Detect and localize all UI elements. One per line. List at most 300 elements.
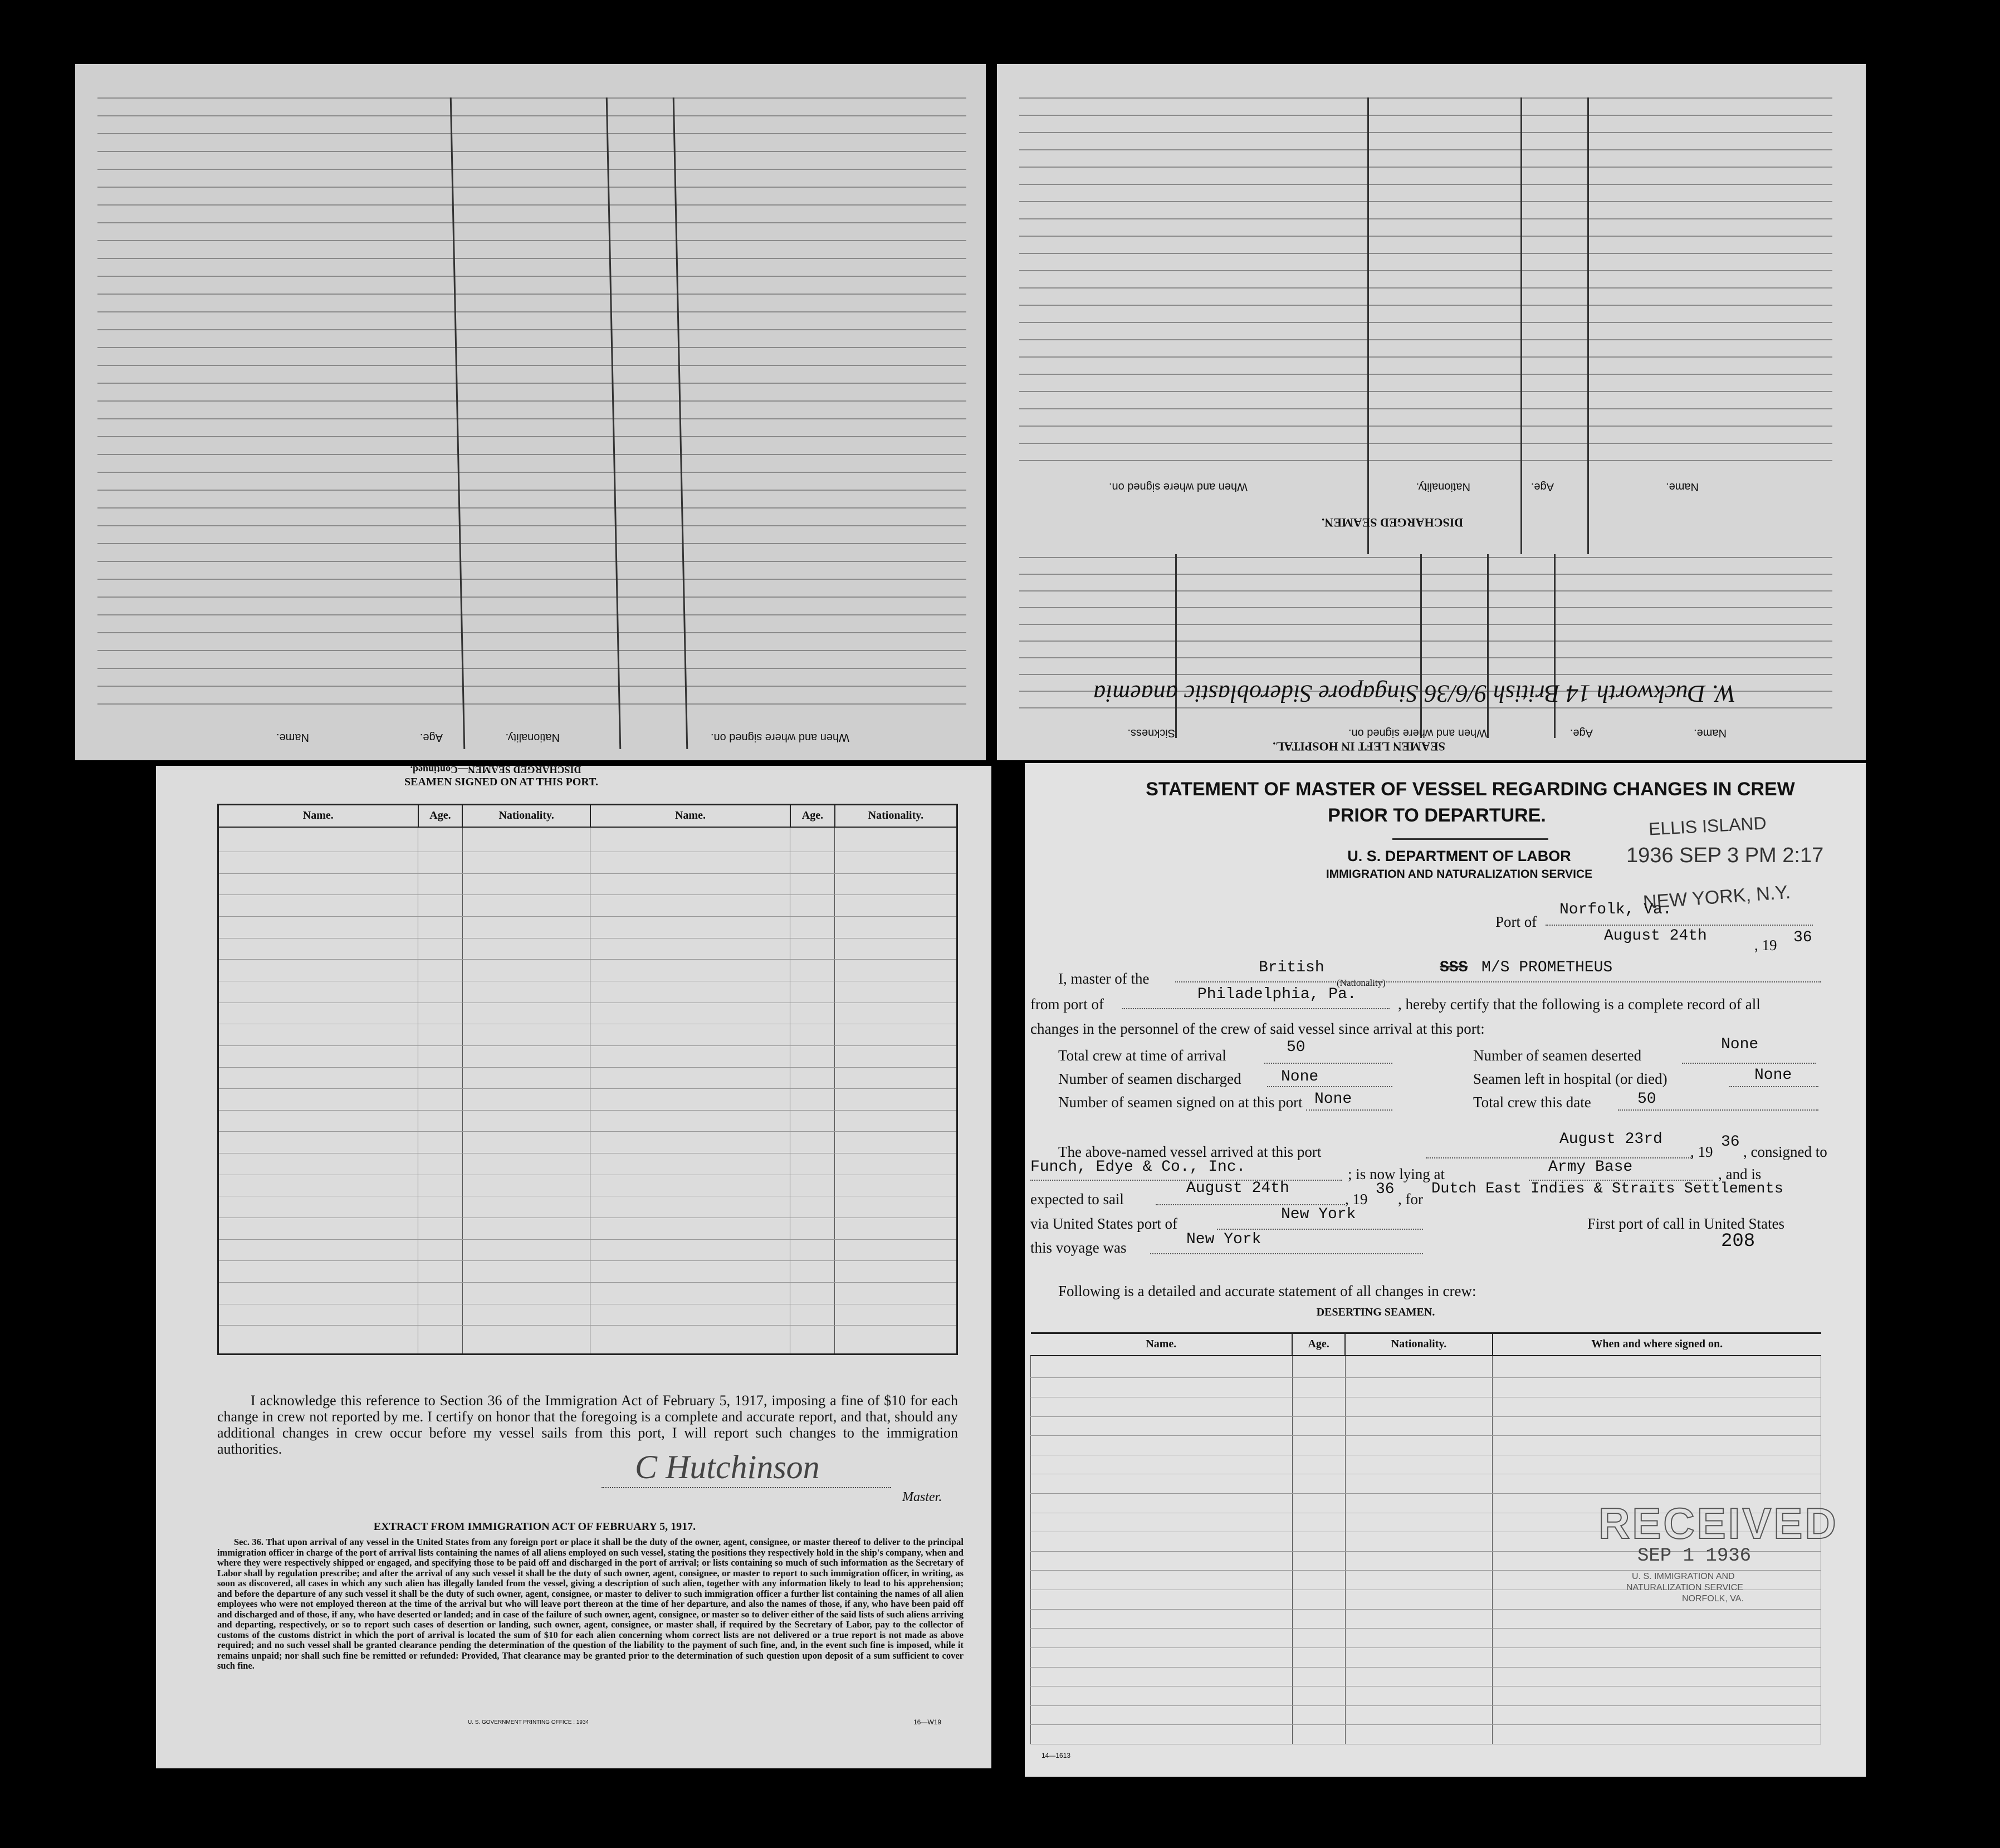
ruled-line [97, 650, 966, 651]
table-cell [218, 960, 418, 981]
table-cell [590, 1304, 790, 1326]
table-cell [590, 1024, 790, 1046]
from-port-value: Philadelphia, Pa. [1197, 986, 1357, 1003]
table-cell [835, 895, 957, 917]
following-text: Following is a detailed and accurate statement of all changes in crew: [1058, 1283, 1476, 1299]
ruled-line [1019, 270, 1832, 271]
received-stamp-word: RECEIVED [1598, 1499, 1838, 1548]
table-cell [462, 960, 590, 981]
handwritten-number: 208 [1721, 1231, 1755, 1252]
table-cell [218, 1003, 418, 1024]
ruled-line [97, 240, 966, 241]
table-cell [790, 1196, 835, 1218]
received-stamp-sub1: U. S. IMMIGRATION AND [1632, 1572, 1735, 1581]
ruled-line [1019, 305, 1832, 306]
table-cell [462, 852, 590, 874]
table-cell [1345, 1455, 1493, 1474]
table-cell [790, 895, 835, 917]
ruled-line [97, 507, 966, 509]
table-cell [1345, 1647, 1493, 1667]
via-label: via United States port of [1030, 1215, 1177, 1232]
ruled-line [97, 383, 966, 384]
expected-year-prefix: , 19 [1345, 1191, 1368, 1207]
table-cell [1493, 1356, 1821, 1378]
table-cell [218, 917, 418, 938]
table-row [1031, 1647, 1821, 1667]
table-cell [1031, 1609, 1293, 1629]
ruled-line [97, 151, 966, 152]
ruled-line [97, 418, 966, 419]
table-cell [590, 917, 790, 938]
table-cell [1031, 1455, 1293, 1474]
ruled-line [1019, 641, 1832, 642]
via-value: New York [1281, 1206, 1356, 1223]
tr-header-when: When and where signed on. [1108, 481, 1248, 493]
table-cell [462, 917, 590, 938]
from-port-label: from port of [1030, 996, 1104, 1013]
table-cell [1493, 1667, 1821, 1686]
table-cell [1345, 1609, 1493, 1629]
table-cell [1345, 1494, 1493, 1513]
and-is-label: , and is [1718, 1166, 1762, 1182]
table-cell [1292, 1494, 1345, 1513]
ruled-line [97, 115, 966, 116]
table-cell [790, 1024, 835, 1046]
table-cell [462, 827, 590, 852]
table-cell [835, 1045, 957, 1067]
table-cell [418, 873, 463, 895]
table-cell [835, 917, 957, 938]
table-cell [462, 1024, 590, 1046]
table-cell [1345, 1356, 1493, 1378]
service-name: IMMIGRATION AND NATURALIZATION SERVICE [1326, 868, 1593, 881]
left-form-number: 16—W19 [913, 1718, 942, 1726]
table-cell [1031, 1513, 1293, 1532]
table-cell [218, 1261, 418, 1283]
table-cell [1292, 1629, 1345, 1648]
table-cell [1031, 1494, 1293, 1513]
table-cell [590, 852, 790, 874]
table-row [218, 1326, 957, 1355]
table-cell [418, 1110, 463, 1132]
signed-on-table [217, 804, 958, 1355]
table-cell [218, 1218, 418, 1239]
table-cell [418, 1218, 463, 1239]
ruled-line [97, 668, 966, 669]
table-cell [1345, 1725, 1493, 1744]
signed-header-nationality-2: Nationality. [835, 805, 957, 827]
first-port-label: First port of call in United States [1587, 1215, 1784, 1232]
consignee-value: Funch, Edye & Co., Inc. [1030, 1158, 1246, 1176]
tr-handwritten-entry: W. Duckworth 14 British 9/6/36 Singapore Sideroblastic anaemia [1093, 680, 1736, 707]
ruled-line [97, 329, 966, 330]
ruled-line [97, 561, 966, 562]
table-cell [218, 1132, 418, 1153]
table-cell [590, 1326, 790, 1355]
table-cell [218, 1239, 418, 1261]
table-cell [590, 938, 790, 960]
table-cell [1031, 1397, 1293, 1416]
changes-text: changes in the personnel of the crew of said vessel since arrival at this port: [1030, 1020, 1485, 1037]
table-cell [790, 960, 835, 981]
table-cell [1493, 1629, 1821, 1648]
table-row [218, 1153, 957, 1175]
table-cell [418, 1282, 463, 1304]
table-cell [218, 1110, 418, 1132]
table-cell [1031, 1416, 1293, 1436]
extract-text: Sec. 36. That upon arrival of any vessel in the United States from any foreign port or place it shall be the duty of the owner, agent, consignee, or master thereof to deliver to the principal immigration officer in charge of the port of arrival lists containing the names of all aliens employed on such vessel, stating the positions they respectively hold in the ship's company, when and where they were respectively shipped or engaged, and specifying those to be paid off and discharged in the port of arrival; or lists containing so much of such information as the Secretary of Labor shall by regulation prescribe; and after the arrival of any such vessel it shall be the duty of such owner, agent, consignee, or master to report to such immigration officer, in writing, as soon as discovered, all cases in which any such alien has illegally landed from the vessel, giving a description of such alien, together with any information likely to lead to his apprehension; and before the departure of any such vessel it shall be the duty of such owner, agent, consignee, or master to deliver to such immigration officer a further list containing the names of all alien employees who were not employed thereon at the time of the arrival but who will leave port thereon at the time of her departure, and also the names of those, if any, who have been paid off and discharged and of those, if any, who have deserted or landed; and in case of the failure of such owner, agent, consignee, or master so to deliver either of the said lists of such aliens arriving and departing, respectively, or so to report such cases of desertion or landing, such owner, agent, consignee, or master shall, if required by the Secretary of Labor, pay to the collector of customs of the customs district in which the port of arrival is located the sum of $10 for each alien concerning whom correct lists are not delivered or a true report is not made as above required; and no such vessel shall be granted clearance pending the determination of the question of the liability to the payment of such fine, and, in the event such fine is imposed, while it remains unpaid; nor shall such fine be remitted or refunded: Provided, That clearance may be granted prior to the determination of such question upon deposit of a sum sufficient to cover such fine. [217, 1537, 964, 1671]
table-row [1031, 1397, 1821, 1416]
table-row [1031, 1356, 1821, 1378]
ruled-line [97, 703, 966, 705]
table-cell [218, 852, 418, 874]
deserting-header-age: Age. [1292, 1333, 1345, 1356]
stat-discharged-value: None [1281, 1068, 1319, 1086]
table-cell [462, 1003, 590, 1024]
signed-header-nationality-1: Nationality. [462, 805, 590, 827]
table-row [218, 938, 957, 960]
stat-hospital-value: None [1754, 1067, 1792, 1084]
ruled-line [1019, 322, 1832, 323]
table-cell [1292, 1474, 1345, 1494]
table-cell [1292, 1705, 1345, 1725]
arrived-label: The above-named vessel arrived at this port [1058, 1143, 1322, 1160]
table-cell [418, 1326, 463, 1355]
table-cell [1031, 1378, 1293, 1397]
table-cell [1292, 1532, 1345, 1552]
table-cell [1493, 1455, 1821, 1474]
table-cell [790, 1045, 835, 1067]
table-cell [1493, 1436, 1821, 1455]
table-cell [218, 1196, 418, 1218]
table-cell [790, 1175, 835, 1196]
stat-hospital-label: Seamen left in hospital (or died) [1473, 1070, 1668, 1087]
table-row [218, 1067, 957, 1089]
ruled-line [1019, 674, 1832, 675]
tr-table-headers [1053, 473, 1721, 496]
ruled-line [1019, 218, 1832, 219]
table-cell [218, 1045, 418, 1067]
table-cell [1493, 1474, 1821, 1494]
table-cell [1031, 1474, 1293, 1494]
ruled-line [97, 579, 966, 580]
year-value: 36 [1793, 929, 1812, 946]
year-prefix: , 19 [1754, 937, 1777, 954]
table-cell [790, 1326, 835, 1355]
table-row [1031, 1629, 1821, 1648]
table-row [218, 1045, 957, 1067]
table-cell [835, 1110, 957, 1132]
table-cell [1031, 1705, 1293, 1725]
stamp-date: 1936 SEP 3 PM 2:17 [1626, 844, 1824, 867]
table-cell [218, 1153, 418, 1175]
ruled-line [1019, 287, 1832, 289]
table-cell [590, 1261, 790, 1283]
tl-header-name: Name. [276, 731, 309, 744]
table-cell [462, 1089, 590, 1111]
table-cell [418, 1132, 463, 1153]
table-cell [418, 960, 463, 981]
table-cell [462, 1304, 590, 1326]
table-cell [1493, 1609, 1821, 1629]
table-cell [835, 1239, 957, 1261]
stat-deserted-label: Number of seamen deserted [1473, 1047, 1642, 1064]
ruled-line [97, 632, 966, 633]
table-cell [418, 981, 463, 1003]
table-cell [1345, 1551, 1493, 1571]
statement-title-2: PRIOR TO DEPARTURE. [1328, 805, 1546, 826]
ruled-line [1019, 97, 1832, 99]
table-cell [462, 1175, 590, 1196]
table-row [1031, 1455, 1821, 1474]
table-cell [1292, 1455, 1345, 1474]
certification-text: I acknowledge this reference to Section 36 of the Immigration Act of February 5, 1917, imposing a fine of $10 for each change in crew not reported by me. I certify on honor that the foregoing is a complete and accurate report, and that, should any additional changes in crew occur before my vessel sails from this port, I will report such changes to the immigration authorities. [217, 1392, 958, 1457]
vessel-value: M/S PROMETHEUS [1481, 959, 1613, 976]
table-cell [1345, 1416, 1493, 1436]
table-row [218, 981, 957, 1003]
ruled-line [97, 436, 966, 437]
table-cell [462, 1261, 590, 1283]
ruled-line [97, 276, 966, 277]
table-cell [218, 981, 418, 1003]
destination-value: Dutch East Indies & Straits Settlements [1431, 1181, 1783, 1197]
tr-hospital-sickness: Sickness. [1127, 727, 1175, 739]
table-cell [462, 1045, 590, 1067]
table-cell [418, 1003, 463, 1024]
table-cell [418, 1239, 463, 1261]
table-cell [418, 1024, 463, 1046]
voyage-label: this voyage was [1030, 1239, 1127, 1256]
dept-name: U. S. DEPARTMENT OF LABOR [1347, 848, 1571, 864]
ruled-line [1019, 374, 1832, 375]
ruled-line [1019, 574, 1832, 575]
signed-header-name-2: Name. [590, 805, 790, 827]
table-cell [790, 1153, 835, 1175]
ruled-line [1019, 356, 1832, 358]
table-cell [835, 1132, 957, 1153]
table-cell [462, 938, 590, 960]
table-row [218, 852, 957, 874]
ruled-line [1019, 184, 1832, 185]
voyage-value: New York [1186, 1231, 1261, 1248]
table-cell [1292, 1609, 1345, 1629]
ruled-line [97, 614, 966, 615]
deserting-header-when: When and where signed on. [1493, 1333, 1821, 1356]
ruled-line [97, 490, 966, 491]
table-cell [218, 1067, 418, 1089]
ruled-line [1019, 443, 1832, 444]
table-cell [590, 895, 790, 917]
table-cell [835, 1153, 957, 1175]
table-row [218, 1110, 957, 1132]
table-cell [418, 1153, 463, 1175]
stat-signed-label: Number of seamen signed on at this port [1058, 1094, 1303, 1111]
received-stamp-sub2: NATURALIZATION SERVICE [1626, 1583, 1743, 1592]
printer-line: U. S. GOVERNMENT PRINTING OFFICE : 1934 [468, 1719, 589, 1725]
stat-total-arrival-value: 50 [1287, 1039, 1305, 1056]
table-row [1031, 1705, 1821, 1725]
ruled-line [97, 222, 966, 223]
table-cell [790, 852, 835, 874]
ruled-line [97, 311, 966, 312]
table-row [218, 1089, 957, 1111]
tr-header-name: Name. [1666, 481, 1699, 493]
table-cell [1292, 1397, 1345, 1416]
master-label: Master. [902, 1490, 942, 1504]
table-row [1031, 1686, 1821, 1706]
table-cell [462, 1067, 590, 1089]
table-cell [1345, 1629, 1493, 1648]
table-cell [590, 1196, 790, 1218]
table-cell [1493, 1647, 1821, 1667]
table-cell [462, 1326, 590, 1355]
table-cell [1031, 1686, 1293, 1706]
table-row [218, 1196, 957, 1218]
stamp-ellis-island: ELLIS ISLAND [1648, 813, 1767, 839]
table-cell [462, 873, 590, 895]
table-cell [1292, 1551, 1345, 1571]
stat-deserted-value: None [1721, 1036, 1759, 1053]
table-cell [835, 1326, 957, 1355]
ruled-line [1019, 426, 1832, 427]
table-cell [1292, 1686, 1345, 1706]
table-cell [1493, 1378, 1821, 1397]
table-cell [1292, 1356, 1345, 1378]
table-cell [218, 1304, 418, 1326]
table-cell [218, 1024, 418, 1046]
table-row [1031, 1609, 1821, 1629]
ruled-line [97, 454, 966, 455]
table-cell [790, 1132, 835, 1153]
top-left-sheet [75, 64, 986, 760]
table-cell [1345, 1590, 1493, 1610]
table-cell [1031, 1356, 1293, 1378]
left-discharged-continued: DISCHARGED SEAMEN—Continued. [410, 764, 581, 775]
ruled-line [97, 543, 966, 544]
signed-header-age-1: Age. [418, 805, 463, 827]
table-row [218, 895, 957, 917]
table-cell [1493, 1397, 1821, 1416]
table-row [218, 1218, 957, 1239]
table-cell [590, 960, 790, 981]
table-cell [590, 1045, 790, 1067]
table-cell [1345, 1378, 1493, 1397]
ruled-line [1019, 624, 1832, 625]
table-row [218, 873, 957, 895]
ruled-line [1019, 408, 1832, 409]
table-cell [1345, 1436, 1493, 1455]
table-cell [1345, 1686, 1493, 1706]
table-cell [1345, 1705, 1493, 1725]
table-cell [835, 1003, 957, 1024]
table-row [1031, 1378, 1821, 1397]
table-cell [835, 981, 957, 1003]
table-cell [835, 873, 957, 895]
tr-hospital-when: When and where signed on. [1348, 727, 1487, 739]
ruled-line [97, 400, 966, 402]
table-cell [835, 1175, 957, 1196]
stat-discharged-label: Number of seamen discharged [1058, 1070, 1241, 1087]
table-cell [1031, 1551, 1293, 1571]
table-cell [835, 1067, 957, 1089]
arrived-value: August 23rd [1559, 1131, 1662, 1148]
table-row [1031, 1667, 1821, 1686]
table-cell [790, 938, 835, 960]
arrived-year: 36 [1721, 1133, 1740, 1151]
table-cell [835, 1218, 957, 1239]
table-cell [590, 1282, 790, 1304]
table-cell [590, 981, 790, 1003]
ruled-line [1019, 590, 1832, 591]
table-cell [590, 1089, 790, 1111]
table-cell [790, 873, 835, 895]
ruled-line [1019, 339, 1832, 340]
ruled-line [1019, 115, 1832, 116]
ruled-line [1019, 167, 1832, 168]
consigned-label: , consigned to [1743, 1143, 1827, 1160]
ruled-line [97, 597, 966, 598]
table-cell [835, 827, 957, 852]
table-row [218, 1024, 957, 1046]
struck-text: SSS [1440, 959, 1468, 976]
table-cell [462, 1132, 590, 1153]
stat-total-arrival-label: Total crew at time of arrival [1058, 1047, 1226, 1064]
ruled-line [97, 169, 966, 170]
table-cell [418, 1089, 463, 1111]
table-row [218, 1132, 957, 1153]
ruled-line [97, 258, 966, 259]
table-cell [218, 873, 418, 895]
tr-header-age: Age. [1530, 481, 1554, 493]
table-cell [462, 895, 590, 917]
table-cell [835, 1196, 957, 1218]
table-cell [218, 895, 418, 917]
table-cell [418, 1304, 463, 1326]
right-page [1025, 763, 1866, 1777]
certify-text: , hereby certify that the following is a complete record of all [1398, 996, 1761, 1013]
table-row [1031, 1416, 1821, 1436]
table-cell [218, 827, 418, 852]
table-cell [1292, 1436, 1345, 1455]
table-cell [1493, 1416, 1821, 1436]
table-cell [1345, 1513, 1493, 1532]
table-cell [835, 852, 957, 874]
table-cell [1292, 1571, 1345, 1590]
ruled-line [1019, 132, 1832, 133]
table-row [218, 1261, 957, 1283]
table-cell [790, 1089, 835, 1111]
table-cell [590, 1003, 790, 1024]
ruled-line [97, 187, 966, 188]
table-cell [1031, 1667, 1293, 1686]
date-value: August 24th [1604, 927, 1707, 945]
ruled-line [1019, 607, 1832, 608]
ruled-line [97, 686, 966, 687]
table-cell [1292, 1513, 1345, 1532]
table-row [1031, 1725, 1821, 1744]
table-cell [790, 1067, 835, 1089]
table-row [1031, 1474, 1821, 1494]
table-cell [418, 938, 463, 960]
deserting-header-name: Name. [1031, 1333, 1293, 1356]
stat-total-date-label: Total crew this date [1473, 1094, 1591, 1111]
ruled-line [1019, 657, 1832, 658]
tr-hospital-title: SEAMEN LEFT IN HOSPITAL. [1273, 740, 1445, 754]
table-cell [418, 852, 463, 874]
port-label: Port of [1495, 913, 1537, 930]
table-row [218, 1304, 957, 1326]
table-cell [1345, 1667, 1493, 1686]
